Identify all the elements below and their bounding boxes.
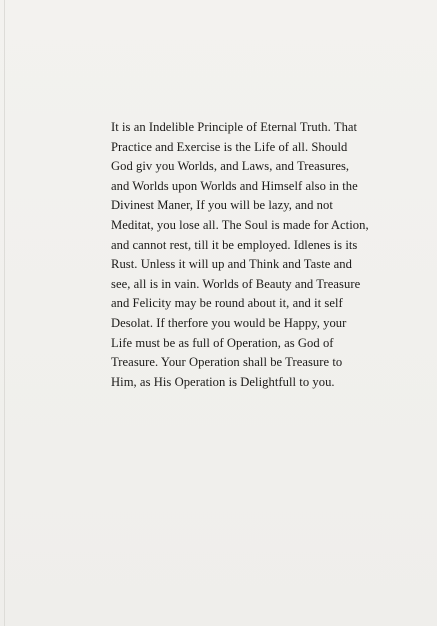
text-line: see, all is in vain. Worlds of Beauty and Treasure [111,276,361,291]
text-line: Practice and Exercise is the Life of all. Should [111,139,348,154]
text-line: Divinest Maner, If you will be lazy, and not [111,198,333,213]
page-edge [4,0,5,626]
text-line: God giv you Worlds, and Laws, and Treasures, [111,159,350,174]
text-line: Meditat, you lose all. The Soul is made for Action, [111,217,369,232]
text-line: and cannot rest, till it be employed. Idlenes is its [111,237,358,252]
text-line: Rust. Unless it will up and Think and Taste and [111,257,352,272]
text-line: and Worlds upon Worlds and Himself also in the [111,178,358,193]
text-line: Treasure. Your Operation shall be Treasure to [111,355,343,370]
text-line: Life must be as full of Operation, as God of [111,335,334,350]
text-line: It is an Indelible Principle of Eternal Truth. That [111,120,358,134]
text-line: Desolat. If therfore you would be Happy, your [111,315,347,330]
text-line: Him, as His Operation is Delightfull to you. [111,374,335,389]
text-line: and Felicity may be round about it, and it self [111,296,343,311]
body-paragraph [111,118,371,392]
